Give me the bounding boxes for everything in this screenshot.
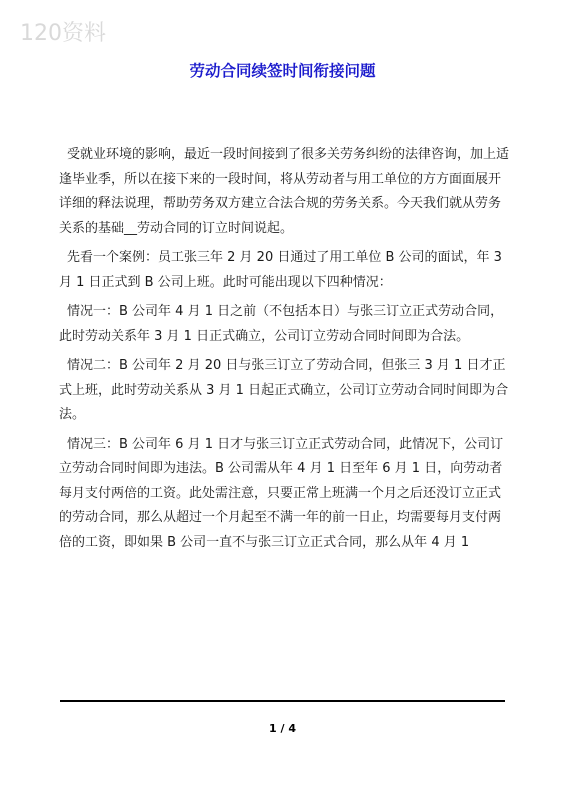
paragraph: 情况一：B 公司年 4 月 1 日之前（不包括本日）与张三订立正式劳动合同，此时劳动关系年 3 月 1 日正式确立，公司订立劳动合同时间即为合法。 bbox=[59, 304, 504, 344]
footer-divider bbox=[60, 700, 505, 702]
document-body bbox=[59, 143, 509, 560]
watermark-logo: 120资料 bbox=[20, 21, 106, 46]
paragraph: 先看一个案例：员工张三年 2 月 20 日通过了用工单位 B 公司的面试，年 3 月 1 日正式到 B 公司上班。此时可能出现以下四种情况： bbox=[59, 250, 502, 290]
page-number: 1 / 4 bbox=[269, 722, 296, 735]
document-title: 劳动合同续签时间衔接问题 bbox=[189, 62, 376, 80]
paragraph: 受就业环境的影响，最近一段时间接到了很多关劳务纠纷的法律咨询，加上适逢毕业季，所以在接下来的一段时间，将从劳动者与用工单位的方方面面展开详细的释法说理，帮助劳务双方建立合法合规的劳务关系。今天我们就从劳务关系的基础__劳动合同的订立时间说起。 bbox=[59, 147, 510, 236]
paragraph: 情况二：B 公司年 2 月 20 日与张三订立了劳动合同，但张三 3 月 1 日才正式上班，此时劳动关系从 3 月 1 日起正式确立，公司订立劳动合同时间即为合法。 bbox=[59, 358, 509, 422]
paragraph: 情况三：B 公司年 6 月 1 日才与张三订立正式劳动合同，此情况下，公司订立劳动合同时间即为违法。B 公司需从年 4 月 1 日至年 6 月 1 日，向劳动者每月支付两倍的工资。此处需注意，只要正常上班满一个月之后还没订立正式的劳动合同，那么从超过一个月起至不满一年的前一日止，均需要每月支付两倍的工资，即如果 B 公司一直不与张三订立正式合同，那么从年 4 月 1 bbox=[59, 436, 504, 550]
